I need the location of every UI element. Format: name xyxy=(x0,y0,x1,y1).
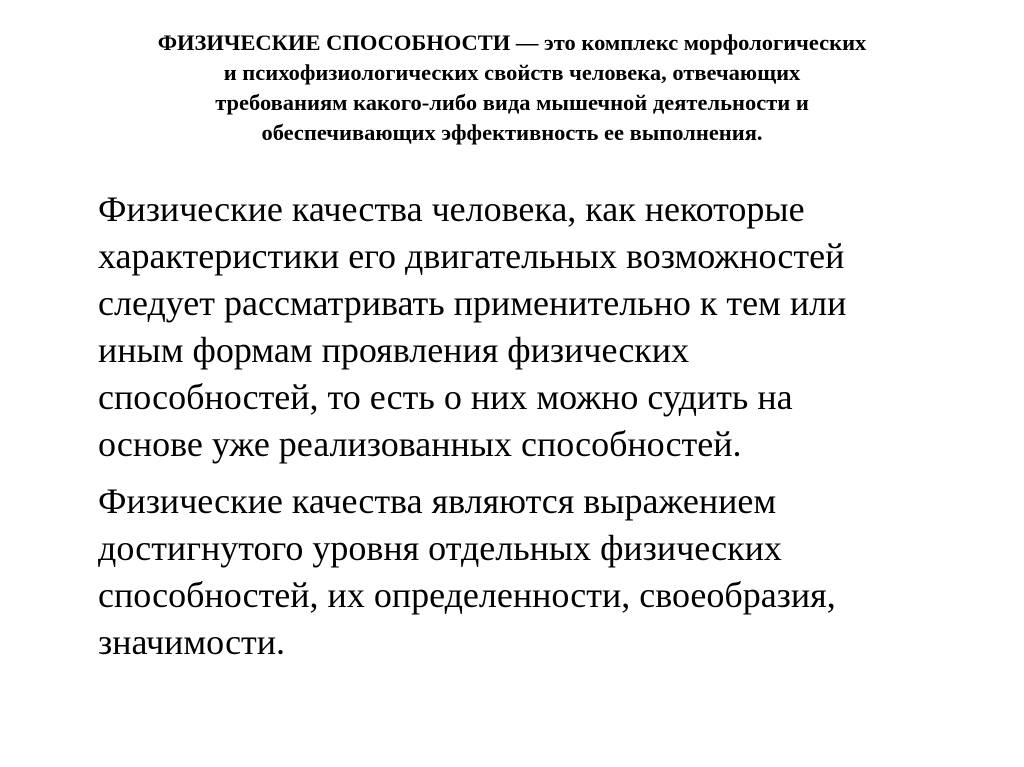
heading-line: обеспечивающих эффективность ее выполнения. xyxy=(261,120,763,145)
body-text xyxy=(98,186,978,666)
paragraph-line: значимости. xyxy=(98,622,286,662)
paragraph-line: способностей, их определенности, своеобразия, xyxy=(98,575,836,615)
paragraph-line: Физические качества человека, как некоторые xyxy=(98,189,805,229)
paragraph-line: способностей, то есть о них можно судить на xyxy=(98,377,793,417)
paragraph-line: Физические качества являются выражением xyxy=(98,481,777,521)
heading-line: ФИЗИЧЕСКИЕ СПОСОБНОСТИ — это комплекс морфологических xyxy=(157,30,867,55)
definition-heading xyxy=(60,28,964,148)
paragraph-physical-qualities xyxy=(98,186,978,468)
paragraph-line: следует рассматривать применительно к тем или xyxy=(98,283,847,323)
paragraph-line: основе уже реализованных способностей. xyxy=(98,424,742,464)
heading-line: требованиям какого-либо вида мышечной деятельности и xyxy=(215,90,809,115)
paragraph-line: характеристики его двигательных возможностей xyxy=(98,236,845,276)
paragraph-expression xyxy=(98,478,978,666)
paragraph-line: иным формам проявления физических xyxy=(98,330,690,370)
heading-line: и психофизиологических свойств человека, отвечающих xyxy=(223,60,801,85)
paragraph-line: достигнутого уровня отдельных физических xyxy=(98,528,782,568)
